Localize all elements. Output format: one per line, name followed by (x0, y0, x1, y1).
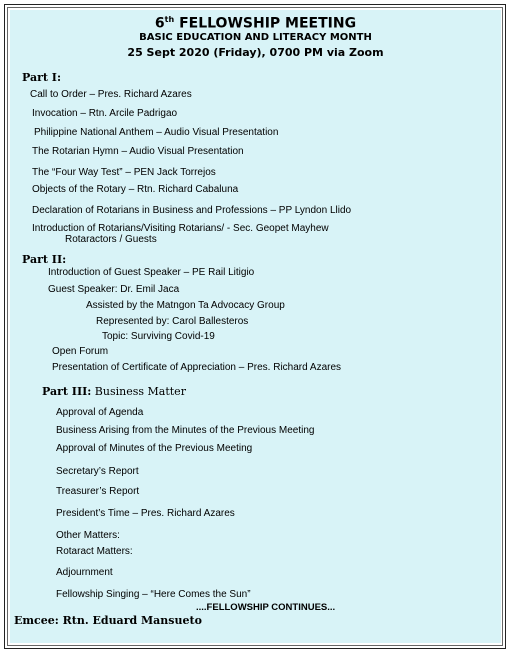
part3-item: Fellowship Singing – “Here Comes the Sun” (56, 589, 251, 600)
part3-item: Business Arising from the Minutes of the Previous Meeting (56, 425, 315, 436)
part2-heading: Part II: (22, 253, 67, 266)
part3-item: Adjournment (56, 567, 113, 578)
part1-heading: Part I: (22, 71, 62, 84)
part1-item-continued: Rotaractors / Guests (65, 234, 157, 245)
part2-item: Open Forum (52, 346, 109, 357)
part2-item: Assisted by the Matngon Ta Advocacy Group (86, 300, 285, 311)
part3-item: Approval of Minutes of the Previous Meeting (56, 443, 253, 454)
part1-item: Introduction of Rotarians/Visiting Rotarians/ - Sec. Geopet Mayhew (32, 223, 329, 234)
part1-item: Invocation – Rtn. Arcile Padrigao (32, 108, 178, 119)
part1-item: Objects of the Rotary – Rtn. Richard Cabaluna (32, 184, 239, 195)
meeting-title: 6th FELLOWSHIP MEETING (154, 15, 357, 32)
part1-item: Declaration of Rotarians in Business and Professions – PP Lyndon Llido (32, 205, 352, 216)
part3-item: Other Matters: (56, 530, 120, 541)
meeting-theme: BASIC EDUCATION AND LITERACY MONTH (139, 32, 372, 43)
part1-item: The Rotarian Hymn – Audio Visual Presentation (32, 146, 244, 157)
part2-item: Represented by: Carol Ballesteros (96, 316, 249, 327)
part2-item: Presentation of Certificate of Appreciation – Pres. Richard Azares (52, 362, 342, 373)
part1-item: Philippine National Anthem – Audio Visual Presentation (34, 127, 279, 138)
part3-item: President’s Time – Pres. Richard Azares (56, 508, 235, 519)
part3-heading: Part III: Business Matter (42, 385, 186, 398)
part3-item: Secretary’s Report (56, 466, 139, 477)
part1-item: The “Four Way Test” – PEN Jack Torrejos (32, 167, 216, 178)
part2-item: Guest Speaker: Dr. Emil Jaca (48, 284, 180, 295)
fellowship-continues: ....FELLOWSHIP CONTINUES... (196, 602, 336, 613)
part2-item: Introduction of Guest Speaker – PE Rail Litigio (48, 267, 255, 278)
part2-item: Topic: Surviving Covid-19 (102, 331, 215, 342)
part3-item: Treasurer’s Report (56, 486, 140, 497)
part3-item: Rotaract Matters: (56, 546, 133, 557)
part3-item: Approval of Agenda (56, 407, 144, 418)
emcee-line: Emcee: Rtn. Eduard Mansueto (14, 614, 202, 627)
part1-item: Call to Order – Pres. Richard Azares (30, 89, 192, 100)
meeting-date: 25 Sept 2020 (Friday), 0700 PM via Zoom (127, 46, 384, 59)
